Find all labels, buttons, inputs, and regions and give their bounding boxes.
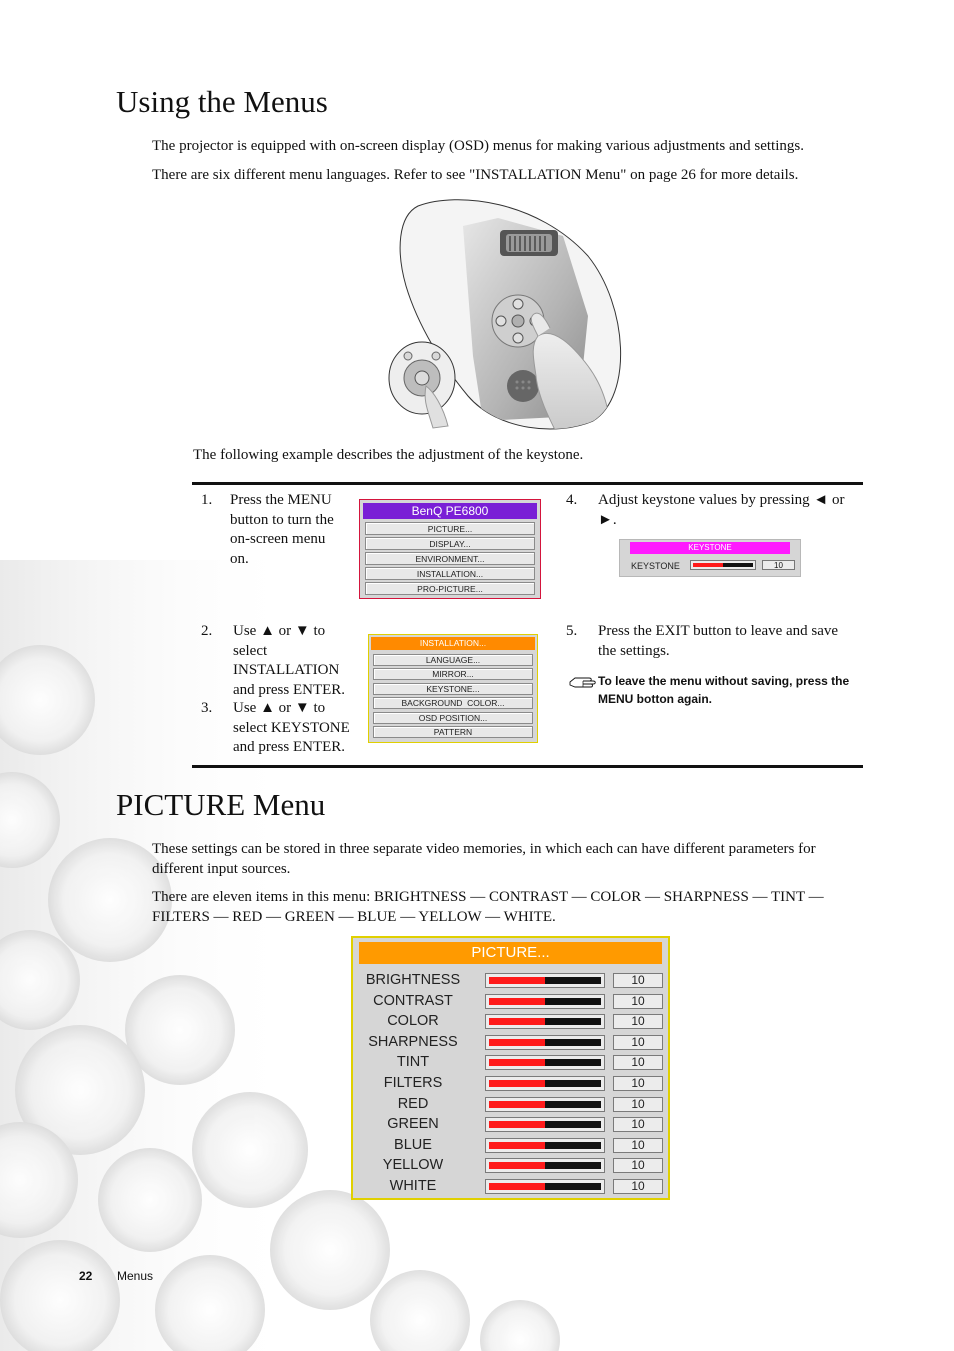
picture-row-label: SHARPNESS — [368, 1033, 458, 1050]
installation-osd — [368, 634, 538, 743]
picture-row-blue[interactable] — [353, 1136, 671, 1156]
slider-fill — [489, 1183, 545, 1190]
projector-illustration — [388, 196, 624, 432]
step-number: 5. — [566, 623, 578, 639]
picture-row-label: FILTERS — [383, 1075, 443, 1091]
step-text: Press the EXIT button to leave and save the settings. — [598, 623, 839, 659]
slider-rest — [545, 1142, 601, 1149]
picture-paragraph-1: These settings can be stored in three separate video memories, in which each can have different parameters for different input sources. — [152, 841, 816, 877]
picture-row-value: 10 — [613, 994, 663, 1009]
picture-menu-osd — [351, 936, 670, 1200]
slider-rest — [545, 977, 601, 984]
picture-row-value: 10 — [613, 1158, 663, 1173]
picture-row-slider[interactable] — [485, 1179, 605, 1194]
menu-item-installation[interactable]: INSTALLATION... — [365, 567, 535, 580]
picture-row-slider[interactable] — [485, 1014, 605, 1029]
note-hand-icon — [569, 674, 596, 690]
keystone-slider-fill — [693, 563, 723, 567]
intro-paragraph-1: The projector is equipped with on-screen display (OSD) menus for making various adjustments and settings. — [152, 138, 804, 154]
step-text: Adjust keystone values by pressing ◄ or ►. — [598, 492, 845, 528]
slider-fill — [489, 998, 545, 1005]
installation-title: INSTALLATION... — [371, 637, 535, 650]
slider-rest — [545, 1018, 601, 1025]
picture-row-label: COLOR — [387, 1013, 439, 1030]
install-item-background-color[interactable]: BACKGROUND COLOR... — [373, 697, 533, 709]
picture-row-label: RED — [397, 1095, 429, 1112]
table-bottom-rule — [192, 765, 863, 768]
slider-fill — [489, 1059, 545, 1066]
picture-row-value: 10 — [613, 1035, 663, 1050]
picture-row-slider[interactable] — [485, 1117, 605, 1132]
picture-row-value: 10 — [613, 973, 663, 988]
picture-row-label: YELLOW — [382, 1157, 444, 1174]
slider-rest — [545, 1162, 601, 1169]
slider-rest — [545, 1101, 601, 1108]
picture-row-filters[interactable] — [353, 1074, 671, 1094]
menu-item-environment[interactable]: ENVIRONMENT... — [365, 552, 535, 565]
picture-rows — [353, 971, 671, 1197]
keystone-slider[interactable] — [690, 560, 756, 570]
picture-row-value: 10 — [613, 1014, 663, 1029]
slider-fill — [489, 1080, 545, 1087]
slider-rest — [545, 1183, 601, 1190]
install-item-keystone[interactable]: KEYSTONE... — [373, 683, 533, 695]
install-item-language[interactable]: LANGUAGE... — [373, 654, 533, 666]
picture-row-label: CONTRAST — [373, 992, 453, 1009]
picture-row-slider[interactable] — [485, 1138, 605, 1153]
picture-row-slider[interactable] — [485, 1035, 605, 1050]
picture-row-sharpness[interactable] — [353, 1033, 671, 1053]
slider-fill — [489, 1142, 545, 1149]
step-text: Press the MENU button to turn the on-screen menu on. — [230, 492, 334, 567]
example-intro: The following example describes the adjustment of the keystone. — [193, 447, 584, 463]
menu-item-display[interactable]: DISPLAY... — [365, 537, 535, 550]
picture-row-color[interactable] — [353, 1012, 671, 1032]
intro-paragraph-2: There are six different menu languages. Refer to see "INSTALLATION Menu" on page 26 for more details. — [152, 167, 799, 183]
table-top-rule — [192, 482, 863, 485]
keystone-title: KEYSTONE — [630, 542, 790, 554]
page-number: 22 — [79, 1269, 93, 1283]
slider-rest — [545, 1121, 601, 1128]
main-menu-osd — [359, 499, 541, 599]
step-number: 2. — [201, 623, 213, 639]
section-title-picture-menu: PICTURE Menu — [116, 787, 326, 822]
picture-row-label: WHITE — [389, 1178, 437, 1194]
slider-rest — [545, 1080, 601, 1087]
keystone-value: 10 — [762, 560, 795, 570]
keystone-label: KEYSTONE — [631, 561, 680, 571]
install-item-osd-position[interactable]: OSD POSITION... — [373, 712, 533, 724]
picture-row-brightness[interactable] — [353, 971, 671, 991]
install-item-mirror[interactable]: MIRROR... — [373, 668, 533, 680]
picture-row-green[interactable] — [353, 1115, 671, 1135]
step-text: Use ▲ or ▼ to select KEYSTONE and press ENTER. — [233, 700, 350, 755]
main-menu-title: BenQ PE6800 — [363, 503, 537, 519]
picture-menu-title: PICTURE... — [359, 942, 662, 964]
picture-row-slider[interactable] — [485, 1055, 605, 1070]
slider-rest — [545, 1059, 601, 1066]
picture-row-contrast[interactable] — [353, 992, 671, 1012]
picture-row-slider[interactable] — [485, 1097, 605, 1112]
keystone-slider-rest — [723, 563, 753, 567]
install-item-pattern[interactable]: PATTERN — [373, 726, 533, 738]
menu-item-picture[interactable]: PICTURE... — [365, 522, 535, 535]
keystone-osd — [619, 539, 801, 577]
menu-item-pro-picture[interactable]: PRO-PICTURE... — [365, 582, 535, 595]
picture-row-value: 10 — [613, 1097, 663, 1112]
step-number: 1. — [201, 492, 213, 508]
picture-row-slider[interactable] — [485, 1076, 605, 1091]
picture-row-white[interactable] — [353, 1177, 671, 1197]
slider-rest — [545, 998, 601, 1005]
slider-fill — [489, 1162, 545, 1169]
step-number: 3. — [201, 700, 213, 716]
picture-row-slider[interactable] — [485, 994, 605, 1009]
footer-section: Menus — [117, 1269, 154, 1283]
slider-fill — [489, 977, 545, 984]
picture-row-value: 10 — [613, 1076, 663, 1091]
picture-row-yellow[interactable] — [353, 1156, 671, 1176]
picture-row-value: 10 — [613, 1179, 663, 1194]
picture-row-value: 10 — [613, 1055, 663, 1070]
note-text: To leave the menu without saving, press the MENU botton again. — [598, 674, 850, 706]
picture-row-slider[interactable] — [485, 1158, 605, 1173]
slider-fill — [489, 1018, 545, 1025]
picture-row-value: 10 — [613, 1138, 663, 1153]
slider-fill — [489, 1121, 545, 1128]
slider-fill — [489, 1101, 545, 1108]
slider-fill — [489, 1039, 545, 1046]
picture-row-tint[interactable] — [353, 1053, 671, 1073]
picture-row-slider[interactable] — [485, 973, 605, 988]
picture-row-label: TINT — [396, 1054, 430, 1071]
section-title-using-menus: Using the Menus — [116, 84, 328, 119]
slider-rest — [545, 1039, 601, 1046]
picture-row-red[interactable] — [353, 1095, 671, 1115]
picture-row-value: 10 — [613, 1117, 663, 1132]
picture-row-label: GREEN — [387, 1116, 439, 1133]
picture-row-label: BRIGHTNESS — [365, 972, 461, 988]
step-text: Use ▲ or ▼ to select INSTALLATION and press ENTER. — [233, 623, 346, 698]
step-number: 4. — [566, 492, 578, 508]
picture-row-label: BLUE — [394, 1136, 432, 1153]
picture-paragraph-2: There are eleven items in this menu: BRIGHTNESS — CONTRAST — COLOR — SHARPNESS — TINT — FILTERS — RED — GREEN — BLUE — YELLOW — WHITE. — [152, 889, 824, 925]
